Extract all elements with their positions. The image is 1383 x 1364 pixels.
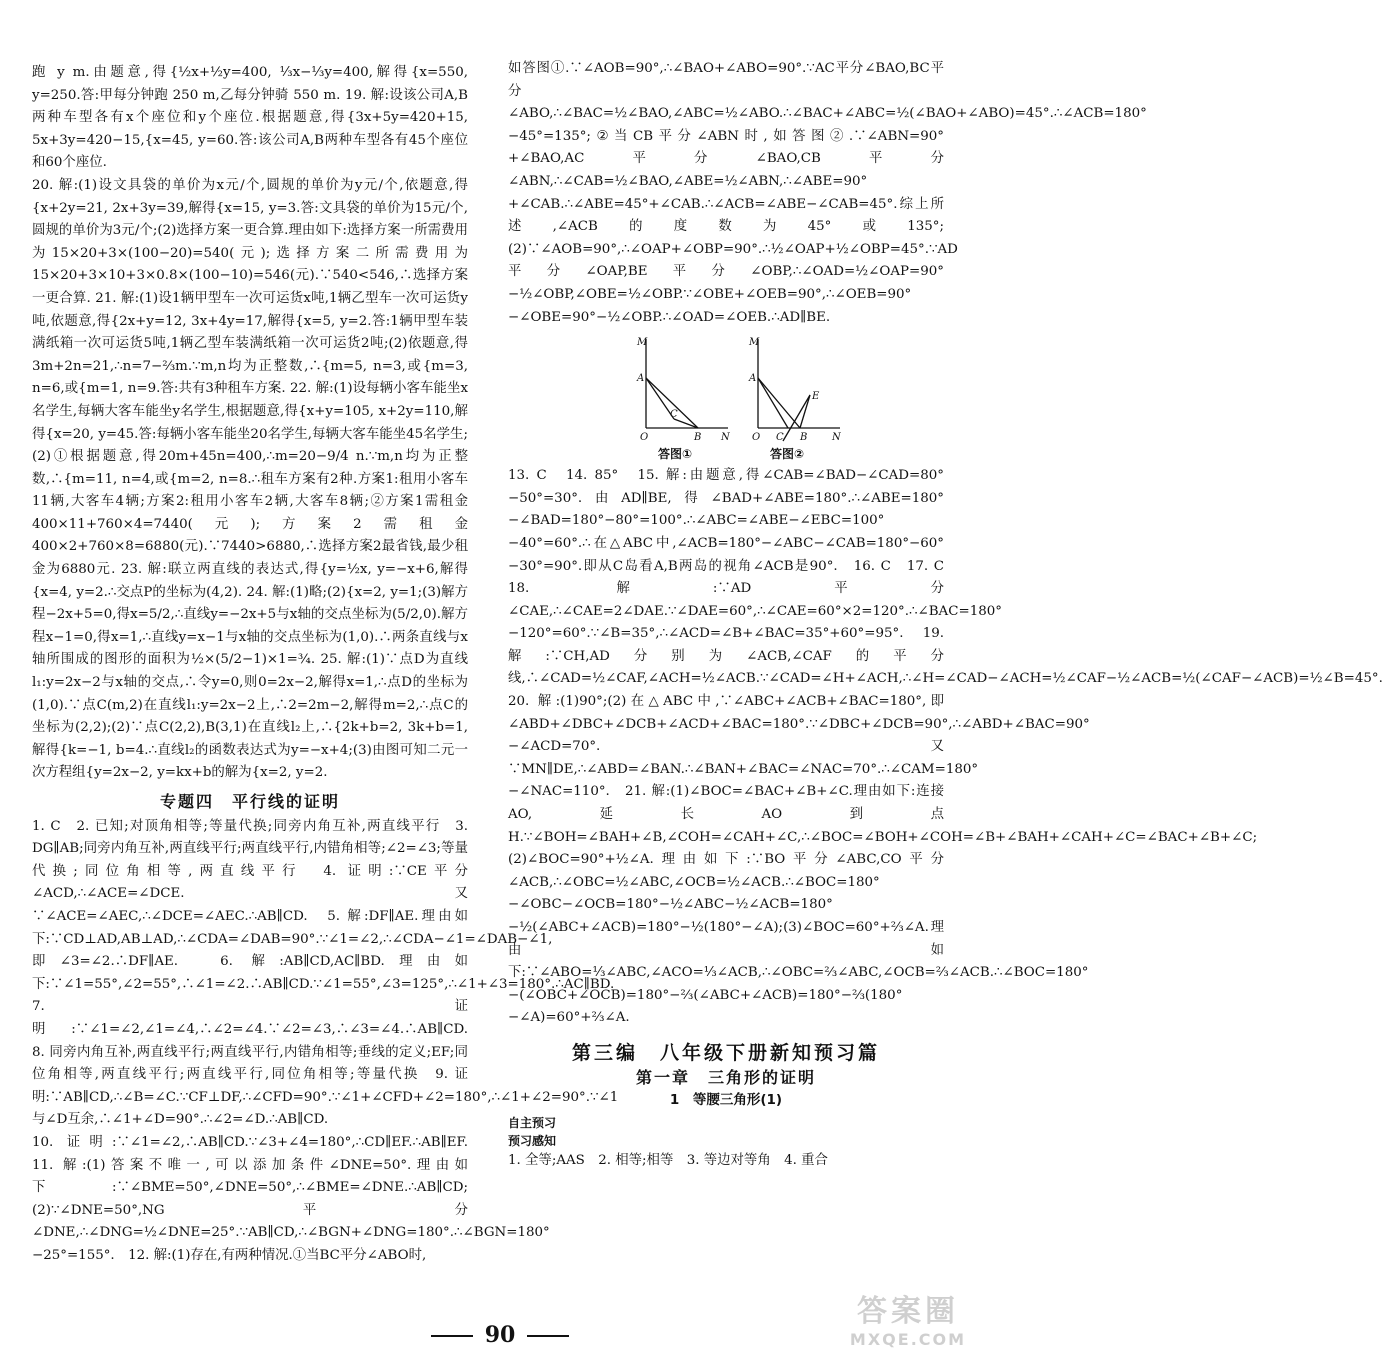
figure-2-diagram xyxy=(748,333,848,445)
label-B: B xyxy=(694,432,702,444)
figure-2 xyxy=(748,333,848,462)
part-title: 第三编 八年级下册新知预习篇 xyxy=(571,1041,880,1064)
page-number-left-rule xyxy=(431,1335,473,1337)
label-A: A xyxy=(637,373,645,385)
figure-1 xyxy=(636,333,736,462)
answer-paragraph-3: 1. C 2. 已知;对顶角相等;等量代换;同旁内角互补,两直线平行 3. DG∥AB;同旁内角互补,两直线平行;两直线平行,内错角相等;∠2=∠3;等量代换;同位角相等,两直线平行 4. 证明:∵CE平分∠ACD,∴∠ACE=∠DCE.又∵∠ACE=∠AEC,∴∠DCE=∠AEC.∴AB∥CD. 5. 解:DF∥AE.理由如下:∵CD⊥AD,AB⊥AD,∴∠CDA=∠DAB=90°.∵∠1=∠2,∴∠CDA−∠1=∠DAB−∠1,即∠3=∠2.∴DF∥AE. 6. 解:AB∥CD,AC∥BD.理由如下:∵∠1=55°,∠2=55°,∴∠1=∠2.∴AB∥CD.∵∠1=55°,∠3=125°,∴∠1+∠3=180°.∴AC∥BD. 7. 证明:∵∠1=∠2,∠1=∠4,∴∠2=∠4.∵∠2=∠3,∴∠3=∠4.∴AB∥CD. 8. 同旁内角互补,两直线平行;两直线平行,内错角相等;垂线的定义;EF;同位角相等,两直线平行;两直线平行,同位角相等;等量代换 9. 证明:∵AB∥CD,∴∠B=∠C.∵CF⊥DF,∴∠CFD=90°.∵∠1+∠CFD+∠2=180°,∴∠1+∠2=90°.∵∠1与∠D互余,∴∠1+∠D=90°.∴∠2=∠D.∴AB∥CD. xyxy=(32,818,628,1128)
right-column xyxy=(508,58,1383,1172)
watermark-top-text: 答案圈 xyxy=(857,1294,959,1329)
chapter-title: 第一章 三角形的证明 xyxy=(635,1067,816,1087)
subheading-self-study: 自主预习 xyxy=(508,1115,557,1130)
answer-paragraph-6: 13. C 14. 85° 15. 解:由题意,得∠CAB=∠BAD−∠CAD=80°−50°=30°.由AD∥BE,得∠BAD+∠ABE=180°.∴∠ABE=180°−∠BAD=180°−80°=100°.∴∠ABC=∠ABE−∠EBC=100°−40°=60°.∴在△ABC中,∠ACB=180°−∠ABC−∠CAB=180°−60°−30°=90°.即从C岛看A,B两岛的视角∠ACB是90°. 16. C 17. C 18. 解:∵AD平分∠CAE,∴∠CAE=2∠DAE.∵∠DAE=60°,∴∠CAE=60°×2=120°.∴∠BAC=180°−120°=60°.∵∠B=35°,∴∠ACD=∠B+∠BAC=35°+60°=95°. 19. 解:∵CH,AD分别为∠ACB,∠CAF的平分线,∴∠CAD=½∠CAF,∠ACH=½∠ACB.∵∠CAD=∠H+∠ACH,∴∠H=∠CAD−∠ACH=½∠CAF−½∠ACB=½(∠CAF−∠ACB)=½∠B=45°. xyxy=(508,468,1383,687)
answer-paragraph-7: 20. 解:(1)90°;(2)在△ABC中,∵∠ABC+∠ACB+∠BAC=180°,即∠ABD+∠DBC+∠DCB+∠ACD+∠BAC=180°.∵∠DBC+∠DCB=90°,∴∠ABD+∠BAC=90°−∠ACD=70°.又∵MN∥DE,∴∠ABD=∠BAN.∴∠BAN+∠BAC=∠NAC=70°.∴∠CAM=180°−∠NAC=110°. 21. 解:(1)∠BOC=∠BAC+∠B+∠C.理由如下:连接AO,延长AO到点H.∵∠BOH=∠BAH+∠B,∠COH=∠CAH+∠C,∴∠BOC=∠BOH+∠COH=∠B+∠BAH+∠CAH+∠C=∠BAC+∠B+∠C;(2)∠BOC=90°+½∠A.理由如下:∵BO平分∠ABC,CO平分∠ACB,∴∠OBC=½∠ABC,∠OCB=½∠ACB.∴∠BOC=180°−∠OBC−∠OCB=180°−½∠ABC−½∠ACB=180°−½(∠ABC+∠ACB)=180°−½(180°−∠A);(3)∠BOC=60°+⅔∠A.理由如下:∵∠ABO=⅓∠ABC,∠ACO=⅓∠ACB,∴∠OBC=⅔∠ABC,∠OCB=⅔∠ACB.∴∠BOC=180°−(∠OBC+∠OCB)=180°−⅔(∠ABC+∠ACB)=180°−⅔(180°−∠A)=60°+⅔∠A. xyxy=(508,694,1258,1026)
page-number-text: 90 xyxy=(484,1322,516,1348)
answer-paragraph-8: 1. 全等;AAS 2. 相等;相等 3. 等边对等角 4. 重合 xyxy=(508,1152,828,1168)
label-M: M xyxy=(637,337,648,349)
section-title: 专题四 平行线的证明 xyxy=(159,792,340,811)
label-E: E xyxy=(812,391,820,403)
figure-2-caption: 答图② xyxy=(770,447,805,462)
label-O: O xyxy=(752,432,761,444)
answer-figures xyxy=(508,333,944,461)
answer-paragraph-1: 跑 y m.由题意,得{½x+½y=400, ⅓x−⅓y=400,解得{x=550, y=250.答:甲每分钟跑 250 m,乙每分钟骑 550 m. 19. 解:设该公司A,B两种车型各有x个座位和y个座位.根据题意,得{3x+5y=420+15, 5x+3y=420−15,{x=45, y=60.答:该公司A,B两种车型各有45个座位和60个座位. xyxy=(32,65,468,171)
page-number-right-rule xyxy=(527,1335,569,1337)
answer-paragraph-2: 20. 解:(1)设文具袋的单价为x元/个,圆规的单价为y元/个,依题意,得{x+2y=21, 2x+3y=39,解得{x=15, y=3.答:文具袋的单价为15元/个,圆规的单价为3元/个;(2)选择方案一更合算.理由如下:选择方案一所需费用为15×20+3×(100−20)=540(元);选择方案二所需费用为15×20+3×10+3×0.8×(100−10)=546(元).∵540<546,∴选择方案一更合算. 21. 解:(1)设1辆甲型车一次可运货x吨,1辆乙型车一次可运货y吨,依题意,得{2x+y=12, 3x+4y=17,解得{x=5, y=2.答:1辆甲型车装满纸箱一次可运货5吨,1辆乙型车装满纸箱一次可运货2吨;(2)依题意,得3m+2n=21,∴n=7−⅔m.∵m,n均为正整数,∴{m=5, n=3,或{m=3, n=6,或{m=1, n=9.答:共有3种租车方案. 22. 解:(1)设每辆小客车能坐x名学生,每辆大客车能坐y名学生,根据题意,得{x+y=105, x+2y=110,解得{x=20, y=45.答:每辆小客车能坐20名学生,每辆大客车能坐45名学生;(2)①根据题意,得20m+45n=400,∴m=20−9/4 n.∵m,n均为正整数,∴{m=11, n=4,或{m=2, n=8.∴租车方案有2种.方案1:租用小客车11辆,大客车4辆;方案2:租用小客车2辆,大客车8辆;②方案1需租金400×11+760×4=7440(元);方案2需租金400×2+760×8=6880(元).∵7440>6880,∴选择方案2最省钱,最少租金为6880元. 23. 解:联立两直线的表达式,得{y=½x, y=−x+6,解得{x=4, y=2.∴交点P的坐标为(4,2). 24. 解:(1)略;(2){x=2, y=1;(3)解方程−2x+5=0,得x=5/2,∴直线y=−2x+5与x轴的交点坐标为(5/2,0).解方程x−1=0,得x=1,∴直线y=x−1与x轴的交点坐标为(1,0).∴两条直线与x轴所围成的图形的面积为½×(5/2−1)×1=¾. 25. 解:(1)∵点D为直线l₁:y=2x−2与x轴的交点,∴令y=0,则0=2x−2,解得x=1,∴点D的坐标为(1,0).∵点C(m,2)在直线l₁:y=2x−2上,∴2=2m−2,解得m=2,∴点C的坐标为(2,2);(2)∵点C(2,2),B(3,1)在直线l₂上,∴{2k+b=2, 3k+b=1,解得{k=−1, b=4.∴直线l₂的函数表达式为y=−x+4;(3)由图可知二元一次方程组{y=2x−2, y=kx+b的解为{x=2, y=2. xyxy=(32,177,468,781)
subheading-preview: 预习感知 xyxy=(508,1133,557,1148)
answer-paragraph-4: 10. 证明:∵∠1=∠2,∴AB∥CD.∵∠3+∠4=180°,∴CD∥EF.∴AB∥EF. 11. 解:(1)答案不唯一,可以添加条件∠DNE=50°.理由如下:∵∠BME=50°,∠DNE=50°,∴∠BME=∠DNE.∴AB∥CD;(2)∵∠DNE=50°,NG平分∠DNE,∴∠DNG=½∠DNE=25°.∵AB∥CD,∴∠BGN+∠DNG=180°.∴∠BGN=180°−25°=155°. 12. 解:(1)存在,有两种情况.①当BC平分∠ABO时, xyxy=(32,1134,550,1263)
answer-paragraph-5: 如答图①.∵∠AOB=90°,∴∠BAO+∠ABO=90°.∵AC平分∠BAO,BC平分∠ABO,∴∠BAC=½∠BAO,∠ABC=½∠ABO.∴∠BAC+∠ABC=½(∠BAO+∠ABO)=45°.∴∠ACB=180°−45°=135°;②当CB平分∠ABN时,如答图②.∵∠ABN=90°+∠BAO,AC平分∠BAO,CB平分∠ABN,∴∠CAB=½∠BAO,∠ABE=½∠ABN,∴∠ABE=90°+∠CAB.∴∠ABE=45°+∠CAB.∴∠ACB=∠ABE−∠CAB=45°.综上所述,∠ACB的度数为45°或135°;(2)∵∠AOB=90°,∴∠OAP+∠OBP=90°.∴½∠OAP+½∠OBP=45°.∵AD平分∠OAP,BE平分∠OBP,∴∠OAD=½∠OAP=90°−½∠OBP,∠OBE=½∠OBP.∵∠OBE+∠OEB=90°,∴∠OEB=90°−∠OBE=90°−½∠OBP.∴∠OAD=∠OEB.∴AD∥BE. xyxy=(508,61,1147,325)
watermark-logo xyxy=(824,1294,992,1360)
label-C: C xyxy=(776,432,784,444)
label-B: B xyxy=(800,432,808,444)
label-N: N xyxy=(721,432,730,444)
label-A: A xyxy=(749,373,757,385)
figure-1-diagram xyxy=(636,333,736,445)
lesson-title: 1 等腰三角形(1) xyxy=(669,1092,783,1109)
label-N: N xyxy=(832,432,841,444)
label-C: C xyxy=(670,409,678,421)
figure-1-caption: 答图① xyxy=(658,447,693,462)
label-M: M xyxy=(749,337,760,349)
watermark-bottom-text: MXQE.COM xyxy=(849,1330,967,1349)
label-O: O xyxy=(640,432,649,444)
